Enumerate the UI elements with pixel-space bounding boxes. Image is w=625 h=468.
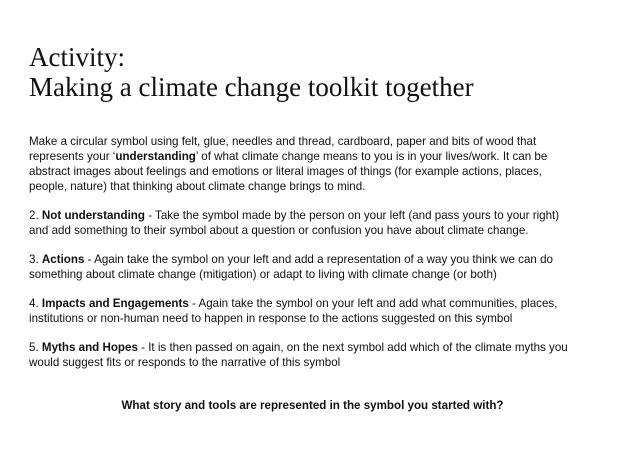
intro-text: ’ of what climate change means to you is in your lives/work. It can be xyxy=(195,150,548,163)
step-number: 5. xyxy=(29,341,39,354)
page-title xyxy=(29,42,474,102)
step-line xyxy=(29,296,609,311)
instructions xyxy=(29,134,609,384)
step-heading: Impacts and Engagements xyxy=(41,297,189,310)
step-paragraph xyxy=(29,252,609,282)
step-text: - It is then passed on again, on the next symbol add which of the climate myths you xyxy=(137,341,568,354)
step-paragraph xyxy=(29,340,609,370)
step-line xyxy=(29,208,609,223)
step-line xyxy=(29,252,609,267)
intro-paragraph xyxy=(29,134,609,194)
step-number: 2. xyxy=(29,209,39,222)
step-number: 4. xyxy=(29,297,39,310)
step-text: - Again take the symbol on your left and add what communities, places, xyxy=(188,297,558,310)
step-heading: Not understanding xyxy=(41,209,145,222)
intro-text: represents your ‘ xyxy=(29,150,116,163)
step-paragraph xyxy=(29,296,609,326)
step-line: something about climate change (mitigation) or adapt to living with climate change (or both) xyxy=(29,268,497,281)
intro-line xyxy=(29,149,609,164)
step-text: - Again take the symbol on your left and add a representation of a way you think we can do xyxy=(84,253,553,266)
intro-emphasis: understanding xyxy=(115,150,196,163)
step-line: would suggest fits or responds to the narrative of this symbol xyxy=(29,356,341,369)
intro-line: Make a circular symbol using felt, glue, needles and thread, cardboard, paper and bits of wood that xyxy=(29,135,537,148)
intro-line: abstract images about feelings and emotions or literal images of things (for example actions, places, xyxy=(29,165,542,178)
title-line-main: Making a climate change toolkit together xyxy=(29,72,474,102)
intro-line: people, nature) that thinking about climate change brings to mind. xyxy=(29,180,366,193)
step-paragraph xyxy=(29,208,609,238)
step-number: 3. xyxy=(29,253,39,266)
step-line: institutions or non-human need to happen in response to the actions suggested on this symbol xyxy=(29,312,513,325)
step-heading: Actions xyxy=(41,253,85,266)
step-text: - Take the symbol made by the person on your left (and pass yours to your right) xyxy=(144,209,560,222)
step-line xyxy=(29,340,609,355)
title-line-activity: Activity: xyxy=(29,42,125,72)
step-heading: Myths and Hopes xyxy=(41,341,138,354)
closing-question: What story and tools are represented in the symbol you started with? xyxy=(121,399,504,412)
step-line: and add something to their symbol about a question or confusion you have about climate change. xyxy=(29,224,529,237)
